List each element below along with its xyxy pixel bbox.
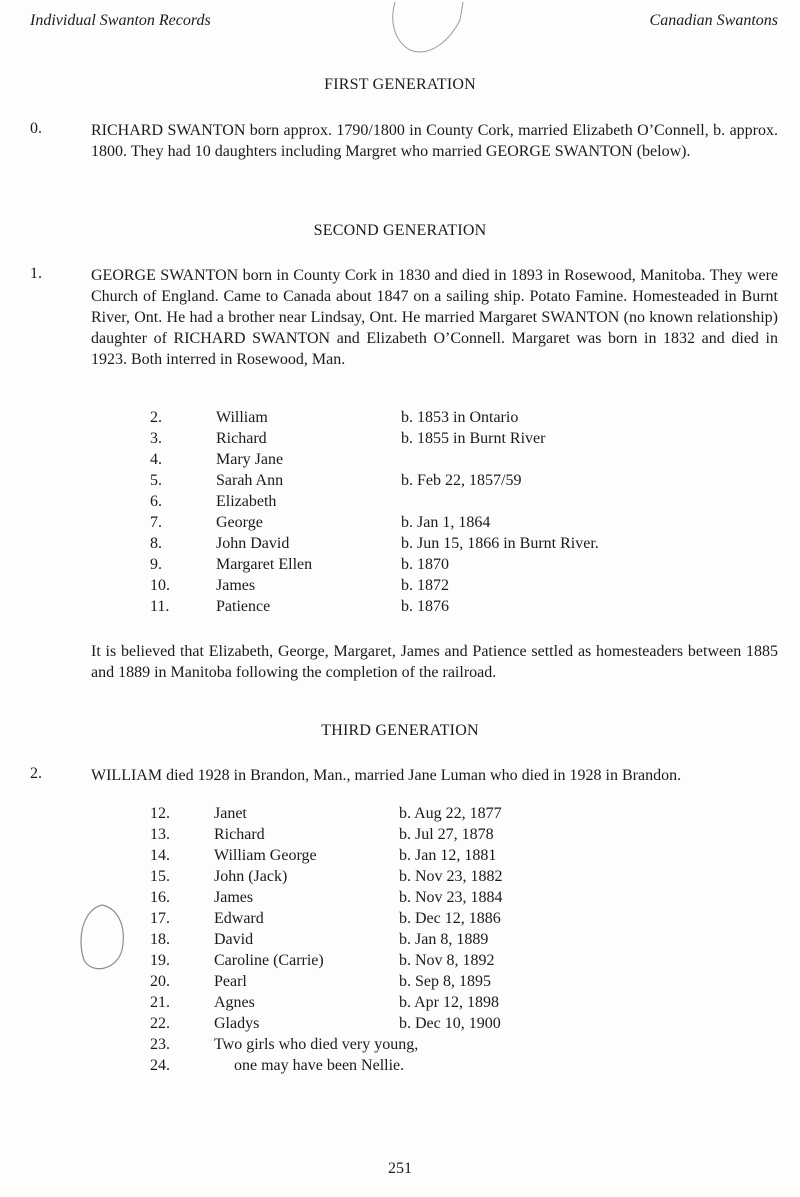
entry-text: WILLIAM died 1928 in Brandon, Man., married Jane Luman who died in 1928 in Brandon. [91,767,682,784]
second-generation-heading: SECOND GENERATION [313,222,487,239]
entry-number: 2. [30,765,42,782]
entry-number: 1. [30,265,42,282]
first-generation-heading: FIRST GENERATION [324,76,476,93]
entry-text: GEORGE SWANTON born in County Cork in 1830 and died in 1893 in Rosewood, Manitoba. They were Church of England. Came to Canada about 1847 on a sailing ship. Potato Famine. Homesteaded in Burnt River, Ont. He had a brother near Lindsay, Ont. He married Margaret SWANTON (no known relationship) daughter of RICHARD SWANTON and Elizabeth O’Connell. Margaret was born in 1832 and died in 1923. Both interred in Rosewood, Man. [91,267,778,368]
document-page: Individual Swanton Records Canadian Swantons FIRST GENERATION 0. RICHARD SWANTON born approx. 1790/1800 in County Cork, married Elizabeth O’Connell, b. approx. 1800. They had 10 daughters including Margret who married GEORGE SWANTON (below). SECOND GENERATION 1. GEORGE SWANTON born in County Cork in 1830 and died in 1893 in Rosewood, Manitoba. They were Church of England. Came to Canada about 1847 on a sailing ship. Potato Famine. Homesteaded in Burnt River, Ont. He had a brother near Lindsay, Ont. He married Margaret SWANTON (no known relationship) daughter of RICHARD SWANTON and Elizabeth O’Connell. Margaret was born in 1832 and died in 1923. Both interred in Rosewood, Man. 2. William b. 1853 in Ontario 3. Richard b. 1855 in Burnt River 4. Mary Jane 5. Sarah Ann b. Feb 22, 1857/59 6. Elizabeth 7. George b. Jan 1, 1864 8. John David b. Jun 15, 1866 in Burnt River. 9. Margaret Ellen b. 1870 10. James b. 1872 11. Patience b. 1876 It is believed that Elizabeth, George, Margaret, James and Patience settled as homesteaders between 1885 and 1889 in Manitoba following the completion of the railroad. THIRD GENERATION 2. WILLIAM died 1928 in Brandon, Man., married Jane Luman who died in 1928 in Brandon. 12. Janet b. Aug 22, 1877 13. Richard b. Jul 27, 1878 14. William George b. Jan 12, 1881 15. John (Jack) b. Nov 23, 1882 16. James b. Nov 23, 1884 17. Edward b. Dec 12, 1886 18. David b. Jan 8, 1889 19. Caroline (Carrie) b. Nov 8, 1892 20. Pearl b. Sep 8, 1895 21. Agnes b. Apr 12, 1898 22. Gladys b. Dec 10, 1900 23. Two girls who died very young, 24. one may have been Nellie. 251 [0,0,800,1197]
note-paragraph: It is believed that Elizabeth, George, Margaret, James and Patience settled as homesteaders between 1885 and 1889 in Manitoba following the completion of the railroad. [91,643,778,681]
running-header-right: Canadian Swantons [649,12,778,29]
running-header-left: Individual Swanton Records [30,12,211,29]
scan-artifact-top [385,0,475,60]
entry-text: RICHARD SWANTON born approx. 1790/1800 in County Cork, married Elizabeth O’Connell, b. approx. 1800. They had 10 daughters including Margret who married GEORGE SWANTON (below). [91,122,778,160]
page-number: 251 [388,1160,412,1177]
entry-number: 0. [30,120,42,137]
third-generation-heading: THIRD GENERATION [321,722,479,739]
scan-artifact-left [72,900,132,980]
